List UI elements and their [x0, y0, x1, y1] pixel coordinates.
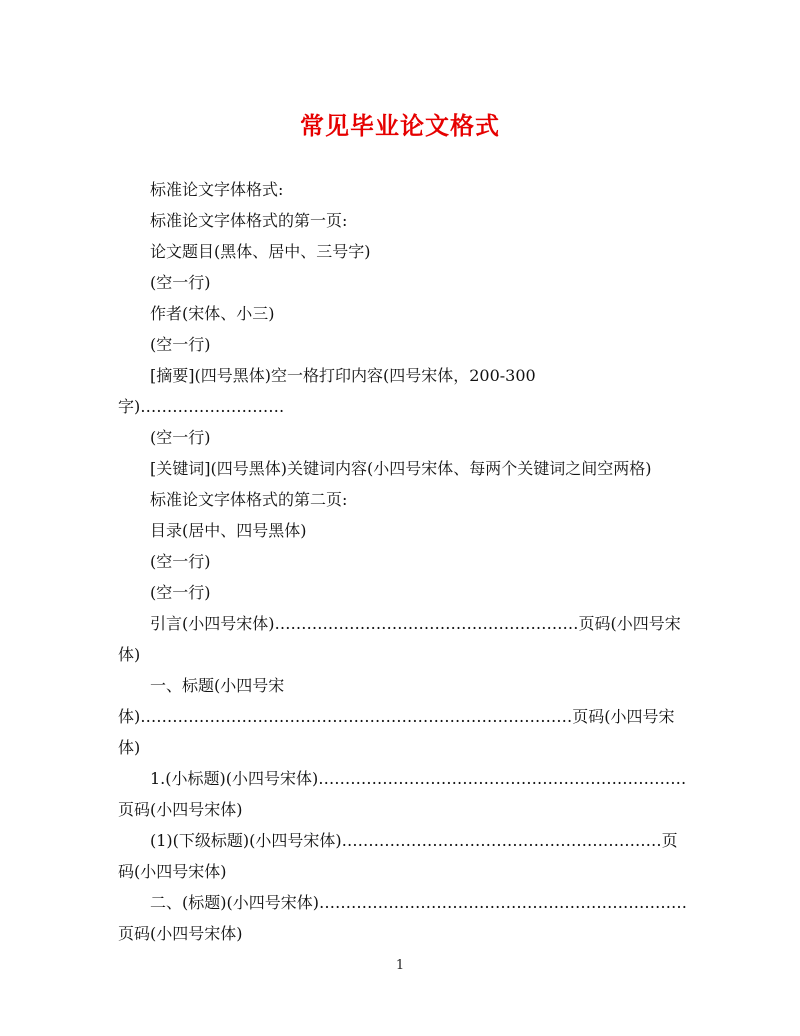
paragraph: 标准论文字体格式的第二页:	[150, 490, 348, 509]
page-number: 1	[395, 958, 405, 973]
paragraph: (空一行)	[150, 583, 211, 602]
paragraph: 作者(宋体、小三)	[150, 304, 275, 323]
document-title: 常见毕业论文格式	[300, 111, 500, 140]
paragraph: (空一行)	[150, 335, 211, 354]
paragraph: [关键词](四号黑体)关键词内容(小四号宋体、每两个关键词之间空两格)	[150, 459, 652, 478]
toc-entry: 引言(小四号宋体)…………………………………………………页码(小四号宋体)	[118, 614, 681, 664]
document-body	[118, 174, 688, 949]
paragraph: 标准论文字体格式的第一页:	[150, 211, 348, 230]
paragraph: 目录(居中、四号黑体)	[150, 521, 307, 540]
toc-entry: 1.(小标题)(小四号宋体)……………………………………………………………页码(小四号宋体)	[118, 769, 687, 819]
toc-entry: 一、标题(小四号宋体)………………………………………………………………………页码(小四号宋体)	[118, 676, 675, 757]
paragraph: [摘要](四号黑体)空一格打印内容(四号宋体，200-300 字)………………………	[118, 366, 536, 416]
paragraph: 论文题目(黑体、居中、三号字)	[150, 242, 371, 261]
toc-entry: 二、(标题)(小四号宋体)……………………………………………………………页码(小四号宋体)	[118, 893, 687, 943]
paragraph: (空一行)	[150, 428, 211, 447]
paragraph: (空一行)	[150, 273, 211, 292]
paragraph: 标准论文字体格式:	[150, 180, 284, 199]
toc-entry: (1)(下级标题)(小四号宋体)……………………………………………………页码(小四号宋体)	[118, 831, 678, 881]
paragraph: (空一行)	[150, 552, 211, 571]
